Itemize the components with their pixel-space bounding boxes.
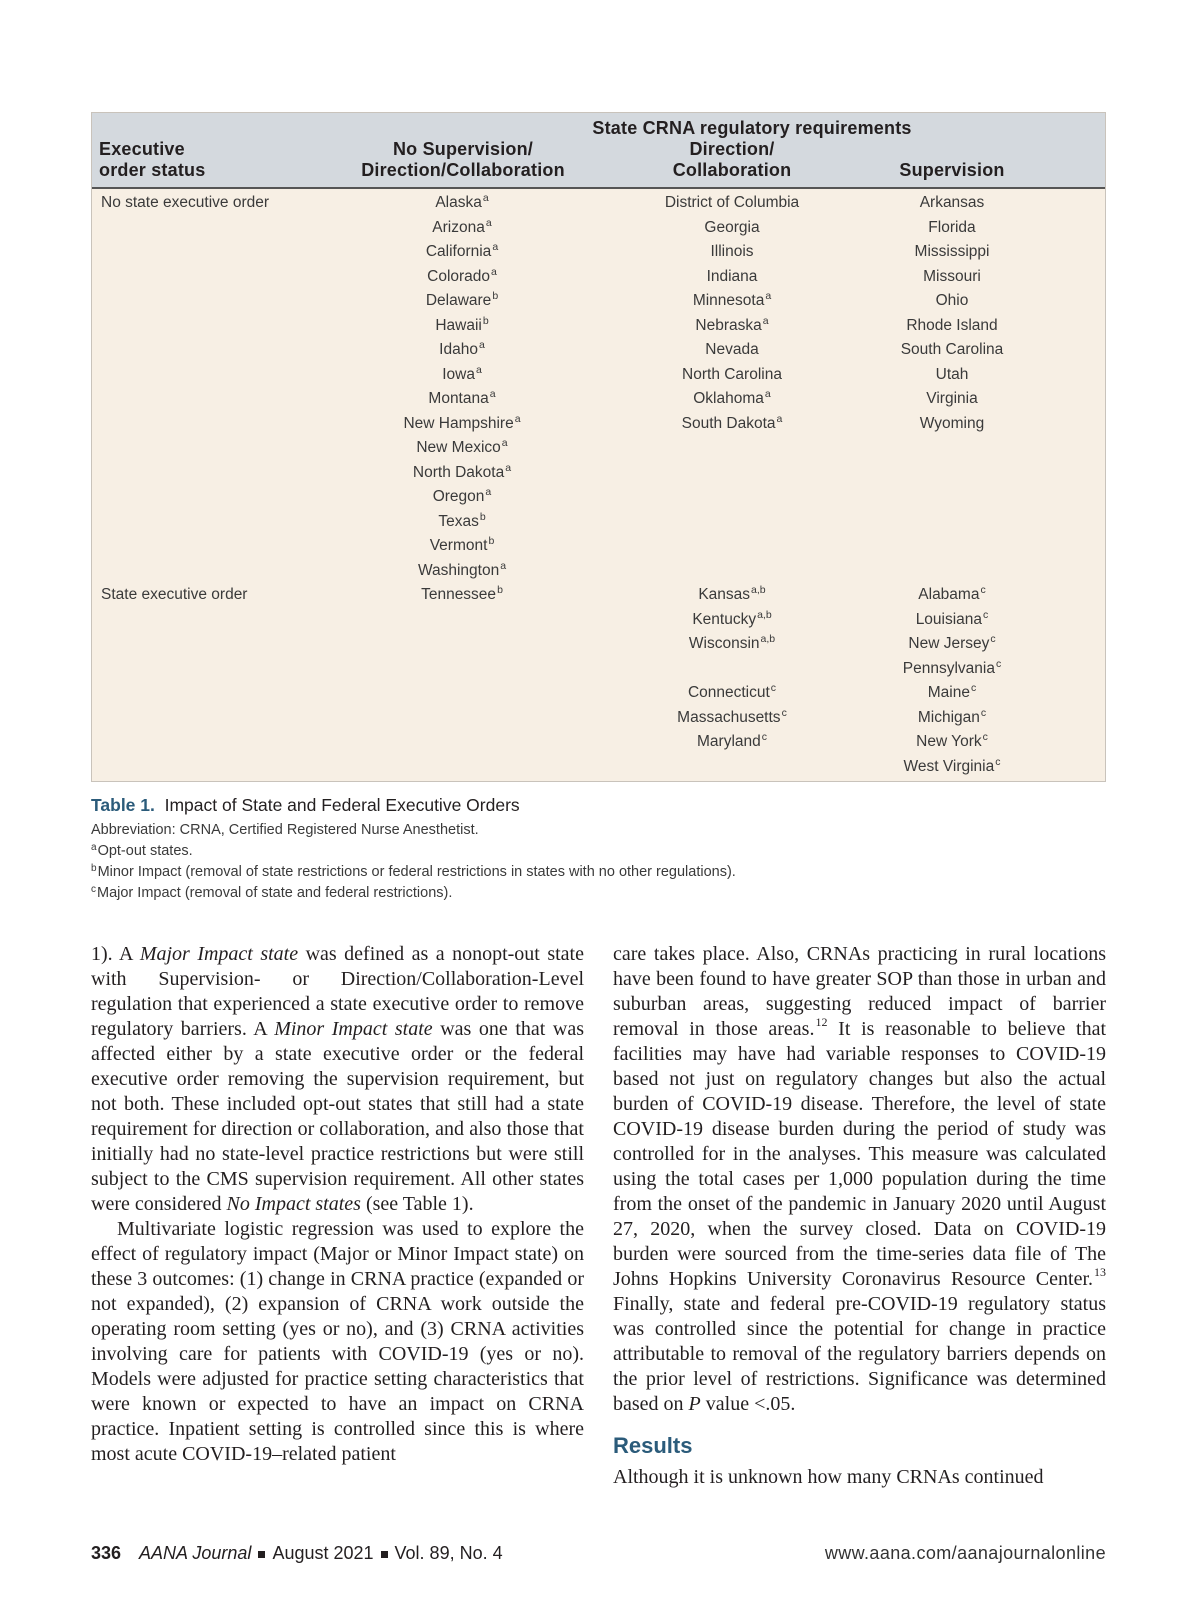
caption-label: Table 1.	[91, 795, 155, 815]
caption-title-text: Impact of State and Federal Executive Orders	[164, 795, 520, 815]
table-cell: West Virginia$^c$	[903, 755, 1001, 775]
header-col2-line2: Collaboration	[672, 160, 792, 180]
table-cell: Nebraska$^a$	[695, 314, 769, 334]
footnote-c: $^c$Major Impact (removal of state and federal restrictions).	[91, 884, 453, 901]
table-cell: North Carolina	[682, 365, 782, 383]
table-cell: Oklahoma$^a$	[693, 388, 771, 407]
header-col0-line1: Executive	[99, 139, 185, 159]
group1-label: No state executive order	[101, 194, 270, 211]
table-cell: Utah	[935, 365, 969, 383]
table-cell: Arkansas	[919, 194, 985, 211]
table-cell	[632, 657, 832, 682]
table-caption	[91, 795, 1106, 904]
table-cell: New Hampshire$^a$	[403, 412, 521, 432]
table-cell: Alabama$^c$	[918, 584, 986, 603]
footnote-b: $^b$Minor Impact (removal of state restrictions or federal restrictions in states with no other regulations).	[91, 863, 736, 880]
body-column-left	[91, 942, 584, 1467]
table-cell: Delaware$^b$	[425, 290, 499, 309]
table-cell: Virginia	[926, 390, 978, 407]
page-footer	[91, 1543, 1106, 1564]
table-cell: New York$^c$	[916, 731, 988, 750]
table-cell: Indiana	[706, 267, 758, 285]
table-cell: New Mexico$^a$	[416, 437, 508, 456]
caption-abbreviation: Abbreviation: CRNA, Certified Registered Nurse Anesthetist.	[91, 822, 479, 838]
table-cell: Michigan$^c$	[917, 706, 987, 726]
paragraph-1: 1). A Major Impact state was defined as a nonopt-out state with Supervision- or Direction/Collaboration-Level regulation that experienced a state executive order to remove regulatory barriers. A Minor Impact state was one that was affected either by a state executive order or the federal executive order removing the supervision requirement, but not both. These included opt-out states that still had a state requirement for direction or collaboration, and also those that initially had no state-level practice restrictions but were still subject to the CMS supervision requirement. All other states were considered No Impact states (see Table 1).	[91, 943, 585, 1215]
table-cell: Kansas$^{a,b}$	[698, 584, 766, 603]
page-number: 336	[91, 1543, 122, 1563]
separator-square-icon	[381, 1551, 388, 1558]
results-heading: Results	[613, 1433, 693, 1458]
table-cell: Louisiana$^c$	[915, 608, 989, 628]
header-col0-line2: order status	[99, 160, 206, 180]
paragraph-3: care takes place. Also, CRNAs practicing in rural locations have been found to have greater SOP than those in urban and suburban areas, suggesting reduced impact of barrier removal in those areas.$^{12}$ It is reasonable to believe that facilities may have had variable responses to COVID-19 based not just on regulatory changes but also the actual burden of COVID-19 disease. Therefore, the level of state COVID-19 disease burden during the period of study was controlled for in the analyses. This measure was calculated using the total cases per 1,000 population during the time from the onset of the pandemic in January 2020 until August 27, 2020, when the survey closed. Data on COVID-19 burden were sourced from the time-series data file of The Johns Hopkins University Coronavirus Resource Center.$^{13}$ Finally, state and federal pre-COVID-19 regulatory status was controlled since the potential for change in practice attributable to removal of the regulatory barriers depends on the prior level of restrictions. Significance was determined based on P value <.05.	[613, 943, 1107, 1415]
table-cell: New Jersey$^c$	[908, 633, 996, 652]
table-cell: Kentucky$^{a,b}$	[692, 608, 772, 628]
separator-square-icon	[258, 1551, 265, 1558]
table-cell: Wyoming	[919, 414, 985, 432]
issue-date: August 2021	[272, 1543, 374, 1563]
table-cell: Georgia	[704, 218, 760, 236]
footnote-a: $^a$Opt-out states.	[91, 842, 193, 859]
table-cell: Iowa$^a$	[442, 363, 482, 383]
journal-url[interactable]: www.aana.com/aanajournalonline	[824, 1543, 1106, 1563]
group2-col3	[852, 583, 1052, 779]
table-cell: Alaska$^a$	[435, 192, 489, 211]
table-cell: Minnesota$^a$	[692, 290, 772, 309]
table-cell: Texas$^b$	[438, 510, 486, 530]
header-col3: Supervision	[899, 160, 1005, 180]
table-cell: Washington$^a$	[417, 559, 507, 579]
paragraph-4: Although it is unknown how many CRNAs continued	[613, 1466, 1044, 1488]
table-cell: Nevada	[705, 341, 759, 358]
body-column-right	[613, 942, 1106, 1490]
group2-label: State executive order	[101, 586, 248, 603]
group2-col1	[362, 583, 562, 608]
table-cell: South Dakota$^a$	[681, 412, 783, 432]
table-cell: Hawaii$^b$	[435, 314, 489, 334]
header-col1-line2: Direction/Collaboration	[361, 160, 565, 180]
header-col2-line1: Direction/	[689, 139, 775, 159]
table-cell: Ohio	[935, 292, 969, 309]
table-cell: Maine$^c$	[927, 682, 977, 701]
header-super: State CRNA regulatory requirements	[592, 118, 912, 138]
table-cell: Oregon$^a$	[432, 486, 492, 505]
header-col1-line1: No Supervision/	[392, 139, 534, 159]
table-cell: Arizona$^a$	[432, 216, 492, 236]
table-header	[92, 113, 1105, 189]
table-cell: Missouri	[923, 267, 981, 285]
table-cell: Mississippi	[914, 243, 990, 260]
table-cell: District of Columbia	[664, 194, 800, 211]
table-cell: Connecticut$^c$	[687, 682, 777, 701]
group2-col2	[632, 583, 832, 755]
table-cell: South Carolina	[900, 341, 1004, 358]
group1-col2	[632, 191, 832, 436]
table-cell: Florida	[928, 218, 976, 236]
group1-col3	[852, 191, 1052, 436]
table-1	[91, 112, 1106, 782]
table-cell: Pennsylvania$^c$	[902, 657, 1002, 677]
table-cell: Wisconsin$^{a,b}$	[688, 633, 776, 652]
journal-name: AANA Journal	[139, 1543, 252, 1563]
table-cell: Idaho$^a$	[439, 339, 485, 358]
group1-col1	[362, 191, 562, 583]
table-cell: Maryland$^c$	[697, 731, 767, 750]
volume: Vol. 89, No. 4	[394, 1543, 503, 1563]
table-cell: California$^a$	[425, 241, 499, 260]
table-cell: Colorado$^a$	[427, 265, 497, 285]
table-cell: Montana$^a$	[428, 388, 496, 407]
table-cell: North Dakota$^a$	[412, 461, 512, 481]
table-cell: Massachusetts$^c$	[677, 706, 787, 726]
paragraph-2: Multivariate logistic regression was used to explore the effect of regulatory impact (Major or Minor Impact state) on these 3 outcomes: (1) change in CRNA practice (expanded or not expanded), (2) expansion of CRNA work outside the operating room setting (yes or no), and (3) CRNA activities involving care for patients with COVID-19 (yes or no). Models were adjusted for practice setting characteristics that were known or expected to have an impact on CRNA practice. Inpatient setting is controlled since this is where most acute COVID-19–related patient	[91, 1218, 584, 1465]
table-cell: Illinois	[710, 243, 754, 260]
table-cell: Tennessee$^b$	[421, 584, 503, 603]
table-cell: Rhode Island	[906, 316, 998, 334]
caption-title	[91, 795, 1106, 816]
table-cell: Vermont$^b$	[429, 535, 495, 554]
